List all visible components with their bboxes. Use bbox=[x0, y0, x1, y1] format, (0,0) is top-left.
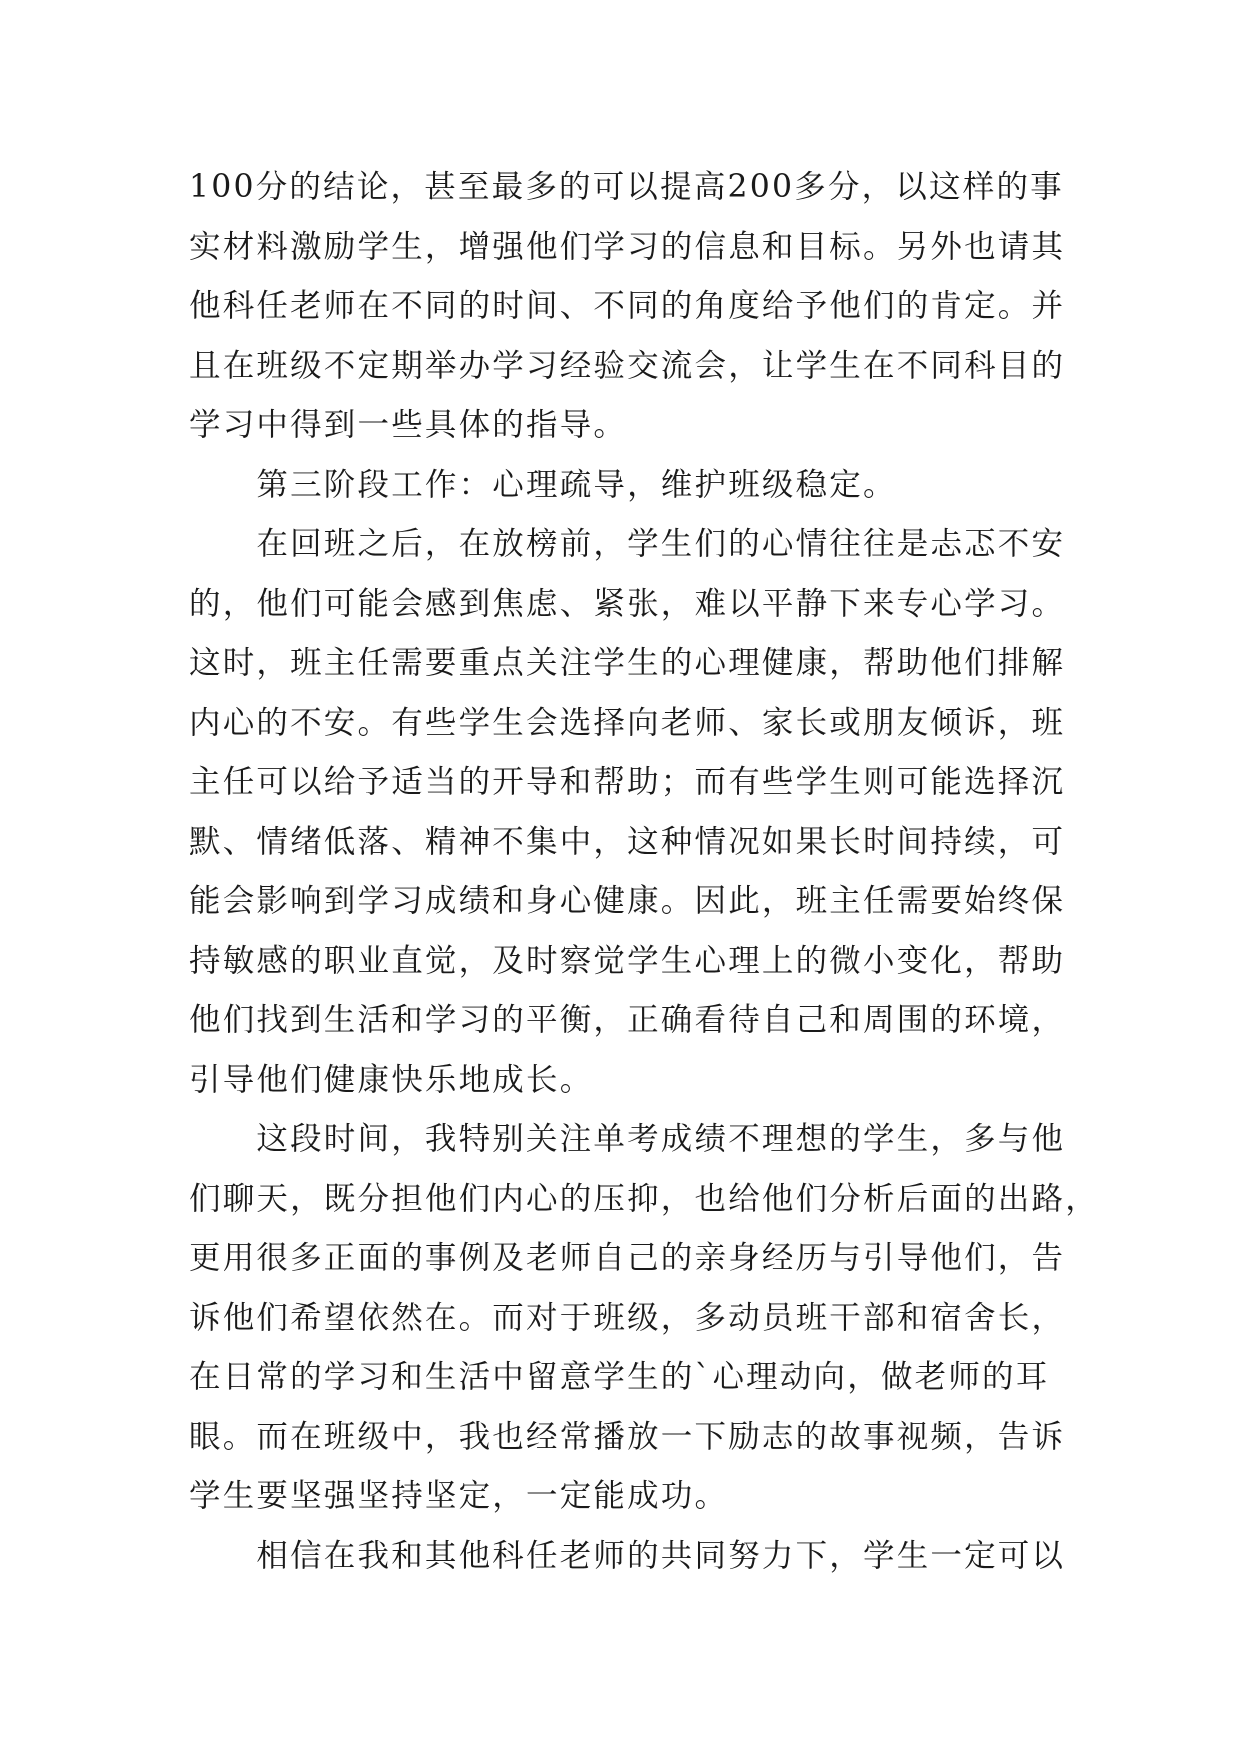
text-line: 引导他们健康快乐地成长。 bbox=[189, 1061, 594, 1098]
text-line: 他们找到生活和学习的平衡，正确看待自己和周围的环境， bbox=[189, 1002, 1066, 1038]
text-line: 实材料激励学生，增强他们学习的信息和目标。另外也请其 bbox=[189, 228, 1066, 265]
text-line: 学生要坚强坚持坚定，一定能成功。 bbox=[189, 1478, 729, 1514]
text-line: 学习中得到一些具体的指导。 bbox=[189, 407, 628, 443]
section-heading: 第三阶段工作：心理疏导，维护班级稳定。 bbox=[189, 466, 897, 503]
text-line: 相信在我和其他科任老师的共同努力下，学生一定可以 bbox=[189, 1537, 1066, 1574]
text-line: 的，他们可能会感到焦虑、紧张，难以平静下来专心学习。 bbox=[189, 585, 1066, 622]
text-line: 且在班级不定期举办学习经验交流会，让学生在不同科目的 bbox=[189, 347, 1066, 384]
text-line: 默、情绪低落、精神不集中，这种情况如果长时间持续，可 bbox=[189, 823, 1066, 860]
text-line: 眼。而在班级中，我也经常播放一下励志的故事视频，告诉 bbox=[189, 1418, 1066, 1455]
text-line: 在日常的学习和生活中留意学生的`心理动向，做老师的耳 bbox=[189, 1359, 1050, 1395]
text-line: 们聊天，既分担他们内心的压抑，也给他们分析后面的出路， bbox=[189, 1180, 1099, 1217]
text-line: 这段时间，我特别关注单考成绩不理想的学生，多与他 bbox=[189, 1121, 1066, 1157]
text-line: 主任可以给予适当的开导和帮助；而有些学生则可能选择沉 bbox=[189, 764, 1066, 800]
text-line: 100分的结论，甚至最多的可以提高200多分，以这样的事 bbox=[189, 169, 1064, 205]
text-line: 能会影响到学习成绩和身心健康。因此，班主任需要始终保 bbox=[189, 883, 1066, 919]
text-line: 持敏感的职业直觉，及时察觉学生心理上的微小变化，帮助 bbox=[189, 942, 1066, 979]
text-line: 内心的不安。有些学生会选择向老师、家长或朋友倾诉，班 bbox=[189, 704, 1066, 741]
document-body bbox=[189, 158, 1099, 1586]
text-line: 这时，班主任需要重点关注学生的心理健康，帮助他们排解 bbox=[189, 645, 1066, 681]
text-line: 诉他们希望依然在。而对于班级，多动员班干部和宿舍长， bbox=[189, 1299, 1066, 1336]
text-line: 更用很多正面的事例及老师自己的亲身经历与引导他们，告 bbox=[189, 1240, 1066, 1276]
text-line: 他科任老师在不同的时间、不同的角度给予他们的肯定。并 bbox=[189, 288, 1066, 324]
text-line: 在回班之后，在放榜前，学生们的心情往往是忐忑不安 bbox=[189, 526, 1066, 562]
